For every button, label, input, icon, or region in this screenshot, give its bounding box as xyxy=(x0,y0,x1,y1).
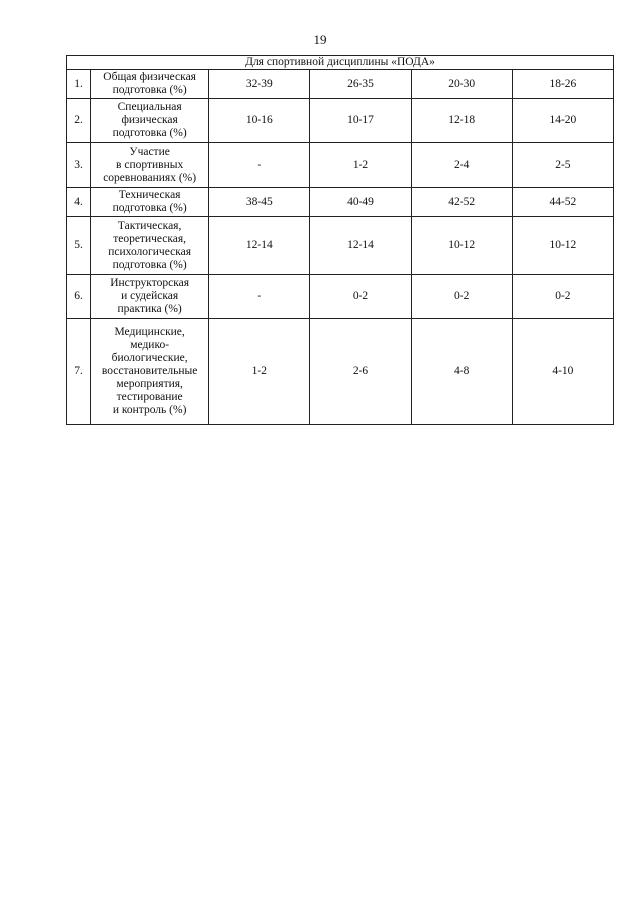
table-title-row xyxy=(67,56,614,70)
row-value: 12-18 xyxy=(411,99,512,143)
row-number: 1. xyxy=(67,70,91,99)
row-number: 4. xyxy=(67,188,91,217)
row-value: 10-12 xyxy=(512,217,613,275)
row-value: 0-2 xyxy=(512,275,613,319)
row-value: - xyxy=(209,275,310,319)
row-value: 1-2 xyxy=(310,143,411,188)
row-value: 38-45 xyxy=(209,188,310,217)
row-label: Тактическая, теоретическая, психологическая подготовка (%) xyxy=(91,217,209,275)
row-value: 10-16 xyxy=(209,99,310,143)
row-value: 2-6 xyxy=(310,319,411,425)
row-number: 3. xyxy=(67,143,91,188)
row-value: 2-5 xyxy=(512,143,613,188)
row-value: 2-4 xyxy=(411,143,512,188)
row-number: 7. xyxy=(67,319,91,425)
row-label: Инструкторская и судейская практика (%) xyxy=(91,275,209,319)
row-value: 14-20 xyxy=(512,99,613,143)
row-value: 4-10 xyxy=(512,319,613,425)
row-value: 10-12 xyxy=(411,217,512,275)
row-value: 10-17 xyxy=(310,99,411,143)
row-value: 0-2 xyxy=(411,275,512,319)
row-value: 18-26 xyxy=(512,70,613,99)
row-value: 42-52 xyxy=(411,188,512,217)
table-row xyxy=(67,275,614,319)
row-number: 6. xyxy=(67,275,91,319)
page-number: 19 xyxy=(313,32,327,47)
table-row xyxy=(67,188,614,217)
training-plan-table xyxy=(66,55,614,425)
row-value: 44-52 xyxy=(512,188,613,217)
row-label: Техническая подготовка (%) xyxy=(91,188,209,217)
row-value: 0-2 xyxy=(310,275,411,319)
row-label: Специальная физическая подготовка (%) xyxy=(91,99,209,143)
table-row xyxy=(67,217,614,275)
table-row xyxy=(67,143,614,188)
row-number: 2. xyxy=(67,99,91,143)
row-value: 1-2 xyxy=(209,319,310,425)
row-value: 12-14 xyxy=(310,217,411,275)
row-value: 26-35 xyxy=(310,70,411,99)
row-value: 4-8 xyxy=(411,319,512,425)
table-title: Для спортивной дисциплины «ПОДА» xyxy=(67,56,614,70)
row-label: Участие в спортивных соревнованиях (%) xyxy=(91,143,209,188)
table-row xyxy=(67,70,614,99)
row-label: Общая физическая подготовка (%) xyxy=(91,70,209,99)
table-row xyxy=(67,319,614,425)
row-value: 40-49 xyxy=(310,188,411,217)
row-value: 12-14 xyxy=(209,217,310,275)
row-label: Медицинские, медико- биологические, восстановительные мероприятия, тестирование и контроль (%) xyxy=(91,319,209,425)
table-row xyxy=(67,99,614,143)
row-value: 32-39 xyxy=(209,70,310,99)
row-value: 20-30 xyxy=(411,70,512,99)
row-number: 5. xyxy=(67,217,91,275)
row-value: - xyxy=(209,143,310,188)
